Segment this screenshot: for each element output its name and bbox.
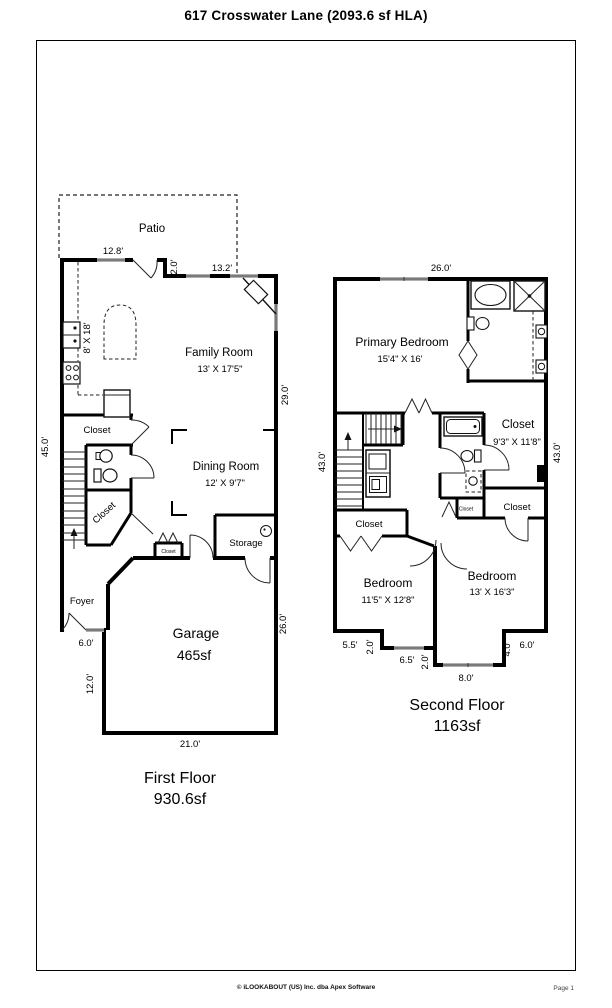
dim-top-left: 12.8' xyxy=(102,246,124,257)
dim-foyer: 6.0' xyxy=(78,638,94,649)
dim-b2: 2.0' xyxy=(365,639,376,655)
dim-right-43: 43.0' xyxy=(552,442,563,464)
closet-kitchen-label: Closet xyxy=(83,425,111,436)
bedroom-right-label: Bedroom xyxy=(467,569,517,583)
closet-left-label: Closet xyxy=(355,519,383,530)
primary-bedroom-label: Primary Bedroom xyxy=(355,335,449,349)
closet-right-label: Closet xyxy=(503,502,531,513)
family-room-label: Family Room xyxy=(185,347,253,359)
primary-bedroom-dims: 15'4" X 16' xyxy=(377,354,423,365)
dim-garage-bottom: 21.0' xyxy=(179,739,201,750)
dining-room-dims: 12' X 9'7" xyxy=(205,478,245,489)
bedroom-right-dims: 13' X 16'3" xyxy=(469,587,515,598)
floor-plan-drawing xyxy=(36,40,576,971)
footer-copyright: © iLOOKABOUT (US) Inc. dba Apex Software xyxy=(236,984,376,991)
dim-b5: 8.0' xyxy=(458,673,474,684)
dim-right-29: 29.0' xyxy=(280,384,291,406)
first-floor-outer-walls xyxy=(62,260,276,733)
water-heater-icon xyxy=(261,526,272,537)
toilet-icon-hall-bath xyxy=(461,450,481,462)
wall-chase xyxy=(537,465,548,482)
dim-top-right: 13.2' xyxy=(211,263,233,274)
dim-b1: 5.5' xyxy=(342,640,358,651)
dim-b4: 2.0' xyxy=(420,654,431,670)
bathtub-icon-hall-bath xyxy=(444,417,482,436)
bedroom-left-dims: 11'5" X 12'8" xyxy=(361,595,415,606)
sink-icon-hall-bath xyxy=(466,471,481,492)
storage-label: Storage xyxy=(229,538,263,549)
dim-left-43: 43.0' xyxy=(317,451,328,473)
kitchen-island xyxy=(104,305,136,359)
closet-under-stairs-label: Closet xyxy=(90,500,119,527)
dim-b3: 6.5' xyxy=(399,655,415,666)
refrigerator-icon xyxy=(104,390,130,417)
garden-tub-icon xyxy=(471,281,510,309)
bedroom-left-label: Bedroom xyxy=(363,576,413,590)
first-floor-title: First Floor xyxy=(144,770,216,787)
toilet-icon-first-floor xyxy=(94,469,117,482)
dining-room-label: Dining Room xyxy=(192,461,260,473)
kitchen-counter-dims: 8' X 18' xyxy=(82,322,93,354)
first-floor-plan xyxy=(40,195,291,808)
powder-sink-icon xyxy=(96,450,112,462)
dim-top-jog: 2.0' xyxy=(169,259,180,275)
dim-garage-left: 12.0' xyxy=(85,673,96,695)
page-title: 617 Crosswater Lane (2093.6 sf HLA) xyxy=(184,8,428,23)
family-room-dims: 13' X 17'5" xyxy=(197,364,243,375)
patio-label: Patio xyxy=(138,223,166,235)
garage-label: Garage xyxy=(172,625,220,641)
dim-right-26: 26.0' xyxy=(278,613,289,635)
dim-top-26: 26.0' xyxy=(430,263,452,274)
fireplace-icon xyxy=(243,278,276,314)
closet-hall-label: Closet xyxy=(161,549,176,555)
footer-page-number: Page 1 xyxy=(553,984,574,992)
foyer-label: Foyer xyxy=(69,596,95,607)
second-floor-title: Second Floor xyxy=(409,697,505,714)
second-floor-plan xyxy=(317,263,563,735)
closet-hall-label-sf: Closet xyxy=(458,506,474,513)
garage-area: 465sf xyxy=(176,647,212,663)
kitchen-sink-icon xyxy=(63,322,80,348)
second-floor-area: 1163sf xyxy=(433,718,481,735)
dim-left-45: 45.0' xyxy=(40,436,51,458)
dim-b7: 6.0' xyxy=(519,640,535,651)
washer-dryer-icon xyxy=(366,450,390,497)
stove-icon xyxy=(63,362,80,384)
toilet-icon-primary-bath xyxy=(467,317,489,330)
corner-shower-icon xyxy=(514,281,545,311)
walkin-closet-dims: 9'3" X 11'8" xyxy=(493,437,541,448)
dim-b6: 4.0' xyxy=(502,641,513,657)
stairs-first-floor xyxy=(62,452,86,549)
walkin-closet-label: Closet xyxy=(501,419,535,431)
first-floor-area: 930.6sf xyxy=(153,791,207,808)
